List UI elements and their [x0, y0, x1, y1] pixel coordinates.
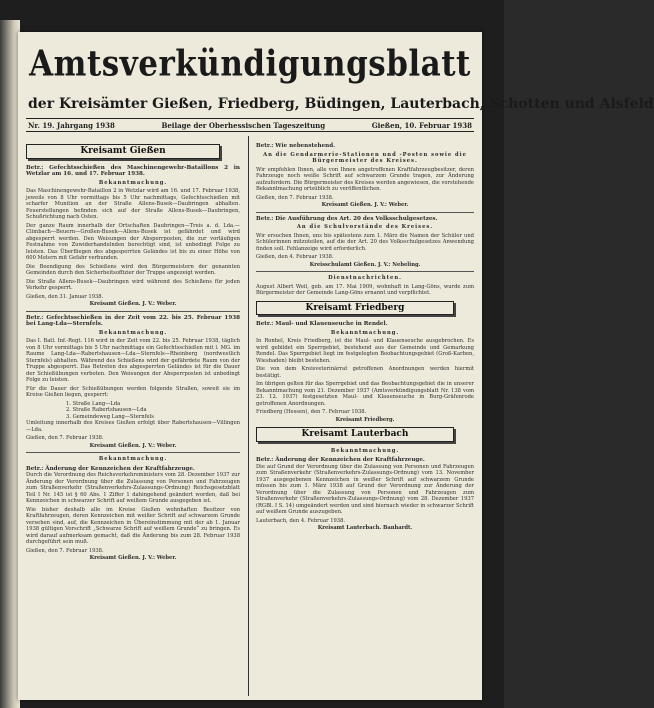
issue-date: Gießen, 10. Februar 1938 — [371, 120, 472, 130]
newspaper-page — [18, 32, 654, 700]
right-column — [256, 140, 474, 696]
notice-date: Friedberg (Hessen), den 7. Februar 1938. — [256, 409, 367, 415]
section-header-lauterbach: Kreisamt Lauterbach — [256, 427, 454, 442]
notice-heading: Bekanntmachung. — [330, 329, 400, 336]
notice-signature: Kreisschulamt Gießen. J. V.: Nebeling. — [309, 261, 421, 268]
notice-heading: Dienstnachrichten. — [328, 275, 402, 281]
notice-text: Für die Dauer der Schießübungen werden folgende Straßen, soweit sie im Kreise Gießen liegen, gesperrt: — [26, 385, 240, 398]
notice-signature: Kreisamt Lauterbach. Banhardt. — [317, 525, 413, 531]
divider — [26, 311, 240, 312]
notice-text: Umleitung innerhalb des Kreises Gießen erfolgt über Rabertshausen—Villingen—Lda. — [26, 420, 240, 433]
notice-text: In Ronhel, Kreis Friedberg, ist die Maul- und Klauenseuche ausgebrochen. Es wird gebildet ein Sperrgebiet, bestehend aus der Gemeinde und Gemarkung Rendel. Das Sperrgebiet liegt im festgelegten Beobachtungsgebiet (Groß-Karben, Wiesbaden) bleibt bestehen. — [256, 338, 474, 364]
notice-signature: Kreisamt Gießen. J. V.: Weber. — [89, 301, 177, 307]
column-divider — [248, 136, 249, 696]
notice-signature: Kreisamt Friedberg. — [335, 416, 395, 423]
road-item: 1. Straße Lang—Lda — [66, 400, 121, 407]
notice-date: Gießen, den 7. Februar 1938. — [256, 194, 334, 201]
notice-heading: Bekanntmachung. — [330, 447, 400, 454]
section-header-giessen: Kreisamt Gießen — [26, 144, 220, 159]
notice-text: Die von dem Kreisveterinärrat getroffenen Anordnungen werden hiermit bestätigt. — [256, 366, 474, 379]
divider — [26, 452, 240, 453]
notice-signature: Kreisamt Gießen. J. V.: Weber. — [321, 202, 409, 208]
notice-heading: Bekanntmachung. — [98, 456, 168, 462]
notice-date: Gießen, den 31. Januar 1938. — [26, 293, 104, 300]
notice-title: Betr.: Die Ausführung des Art. 20 des Volksschulgesetzes. — [256, 215, 438, 222]
supplement-note: Beilage der Oberhessischen Tageszeitung — [161, 120, 326, 130]
issue-number: Nr. 19. Jahrgang 1938 — [28, 120, 115, 130]
notice-title: Betr.: Änderung der Kennzeichen der Kraftfahrzeuge. — [256, 457, 425, 463]
road-item: 2. Straße Rabertshausen—Lda — [66, 407, 147, 413]
section-header-friedberg: Kreisamt Friedberg — [256, 301, 454, 316]
book-spine — [0, 20, 20, 708]
notice-text: Durch die Verordnung des Reichsverkehrsministers vom 28. Dezember 1937 zur Änderung der Verordnung über die Zulassung von Personen und Fahrzeugen zum Straßenverkehr (Straßenverkehrs-Zulassungs-Ordnung) Reichsgesetzblatt Teil I Nr. 145 ist § 60 Abs. 1 Ziffer 1 dahingehend geändert worden, daß bei Kennzeichen in schwarzer Schrift auf weißem Grunde ausgegeben ist. — [26, 472, 240, 504]
notice-text: Die auf Grund der Verordnung über die Zulassung von Personen und Fahrzeugen zum Straßenverkehr (Straßenverkehrs-Zulassungs-Ordnung) vom 13. November 1937 ausgegebenen Kennzeichen in weißer Schrift auf schwarzem Grunde müssen bis zum 1. März 1938 auf Grund der Verordnung zur Änderung der Verordnung über die Zulassung von Personen und Fahrzeugen zum Straßenverkehr (Straßenverkehrs-Zulassungs-Ordnung) vom 28. Dezember 1937 (RGBl. I S. 14) umgeändert werden und sind hiernach wieder in schwarzer Schrift auf weißem Grunde auszugeben. — [256, 463, 474, 515]
divider — [256, 212, 474, 213]
notice-text: Das Maschinengewehr-Bataillon 2 in Wetzlar wird am 16. und 17. Februar 1938, jeweils von 8 Uhr vormittags bis 5 Uhr nachmittags, Gefechtsschießen mit scharfer Munition an der Straße Allens-Busek—Daubringen abhalten. Feuerstellungen befinden sich auf der Straße Allens-Busek—Daubringen, Schußrichtung nach Osten. — [26, 188, 240, 220]
notice-title: Betr.: Maul- und Klauenseuche in Rendel. — [256, 321, 388, 327]
notice-title: Betr.: Wie nebenstehend. — [256, 143, 336, 149]
divider — [256, 271, 474, 272]
notice-text: Wir empfehlen Ihnen, alle von Ihnen angetroffenen Kraftfahrzeugbesitzer, deren Fahrzeuge noch weiße Schrift auf schwarzem Grunde tragen, zur Änderung aufzufordern. Die Bürgermeister des Kreises werden angewiesen, die vorstehende Bekanntmachung ortsüblich zu veröffentlichen. — [256, 166, 474, 192]
notice-text: Das I. Batl. Inf.-Regt. 116 wird in der Zeit vom 22. bis 25. Februar 1938, täglich von 8 Uhr vormittags bis 5 Uhr nachmittags ein Gefechtsschießen mit l. MG. im Raume Lang-Lda—Rabertshausen—Lda—Sternfels—Rheinberg (nordwestlich Sternfels) abhalten. Während des Schießens wird der gefährdete Raum von der Truppe abgesperrt. Das Betreten des abgesperrten Geländes ist für die Dauer der Schießübungen verboten. Den Weisungen der Absperrposten ist unbedingt Folge zu leisten. — [26, 338, 240, 383]
notice-text: Der ganze Raum innerhalb der Ortschaften Daubringen—Treis a. d. Lda.—Climbach—Beuern—Großen-Busek—Allens-Busek ist gefährdet und wird abgesperrt werden. Den Weisungen der Absperrposten, die zur vorläufigen Festnahme von Zuwiderhandelnden berechtigt sind, ist unbedingt Folge zu leisten. Das Überfliegen des abgesperrten Geländes ist bis zu einer Höhe von 600 Metern mit Gefahr verbunden. — [26, 222, 240, 261]
issue-bar — [26, 118, 474, 132]
notice-date: Gießen, den 7. Februar 1938. — [26, 435, 104, 441]
notice-text: Wir ersuchen Ihnen, uns bis spätestens zum 1. März die Namen der Schüler und Schülerinnen mitzuteilen, auf die der Art. 20 des Volksschulgesetzes Anwendung finden soll. Fehlanzeige wird erforderlich. — [256, 232, 474, 252]
left-column — [26, 140, 240, 696]
notice-text: Wie bisher deshalb alle im Kreise Gießen wohnhaften Besitzer von Kraftfahrzeugen, deren Kennzeichen mit weißer Schrift auf schwarzem Grunde versehen sind, auf, die Kennzeichen in Übereinstimmung mit der ab 1. Januar 1938 gültigen Vorschrift „Schwarze Schrift auf weißem Grunde“ zu bringen. Es wird darauf aufmerksam gemacht, daß die Änderung bis zum 28. Februar 1938 durchgeführt sein muß. — [26, 506, 240, 545]
notice-date: Gießen, den 7. Februar 1938. — [26, 547, 104, 554]
notice-heading: Bekanntmachung. — [98, 179, 168, 186]
road-list — [26, 401, 240, 421]
notice-signature: Kreisamt Gießen. J. V.: Weber. — [89, 555, 177, 561]
notice-subheading: An die Gendarmerie-Stationen und -Posten sowie die Bürgermeister des Kreises. — [263, 151, 467, 164]
masthead-subtitle: der Kreisämter Gießen, Friedberg, Büdingen, Lauterbach, Schotten und Alsfeld — [28, 96, 654, 112]
notice-title: Betr.: Gefechtsschießen in der Zeit vom 22. bis 25. Februar 1938 bei Lang-Lda—Sternfels. — [26, 314, 240, 327]
notice-subheading: An die Schulvorstände des Kreises. — [296, 224, 434, 230]
notice-text: Die Beendigung des Schießens wird den Bürgermeistern der genannten Gemeinden durch den Sicherheitsoffizier der Truppe angezeigt werden. — [26, 263, 240, 276]
notice-date: Lauterbach, den 4. Februar 1938. — [256, 517, 346, 524]
notice-text: Im übrigen gelten für das Sperrgebiet und das Beobachtungsgebiet die in unserer Bekanntmachung vom 21. Dezember 1937 (Amtsverkündigungsblatt Nr. 138 vom 23. 12. 1937) festgesetzten Maul- und Klauenseuche in Burg-Gräfenrode getroffenen Anordnungen. — [256, 381, 474, 407]
notice-date: Gießen, den 4. Februar 1938. — [256, 254, 334, 260]
notice-signature: Kreisamt Gießen. J. V.: Weber. — [89, 442, 177, 449]
notice-text: August Albert Weil, geb. am 17. Mai 1909, wohnhaft in Lang-Göns, wurde zum Bürgermeister der Gemeinde Lang-Göns ernannt und verpflichtet. — [256, 283, 474, 296]
road-item: 3. Gemeindeweg Lang—Sternfels — [66, 413, 154, 420]
notice-text: Die Straße Allens-Busek—Daubringen wird während des Schießens für jeden Verkehr gesperrt. — [26, 278, 240, 291]
masthead-title: Amtsverkündigungsblatt — [29, 43, 471, 85]
notice-title: Betr.: Änderung der Kennzeichen der Kraftfahrzeuge. — [26, 465, 195, 472]
notice-title: Betr.: Gefechtsschießen des Maschinengewehr-Bataillons 2 in Wetzlar am 16. und 17. Februar 1938. — [26, 164, 240, 177]
notice-heading: Bekanntmachung. — [98, 329, 168, 336]
